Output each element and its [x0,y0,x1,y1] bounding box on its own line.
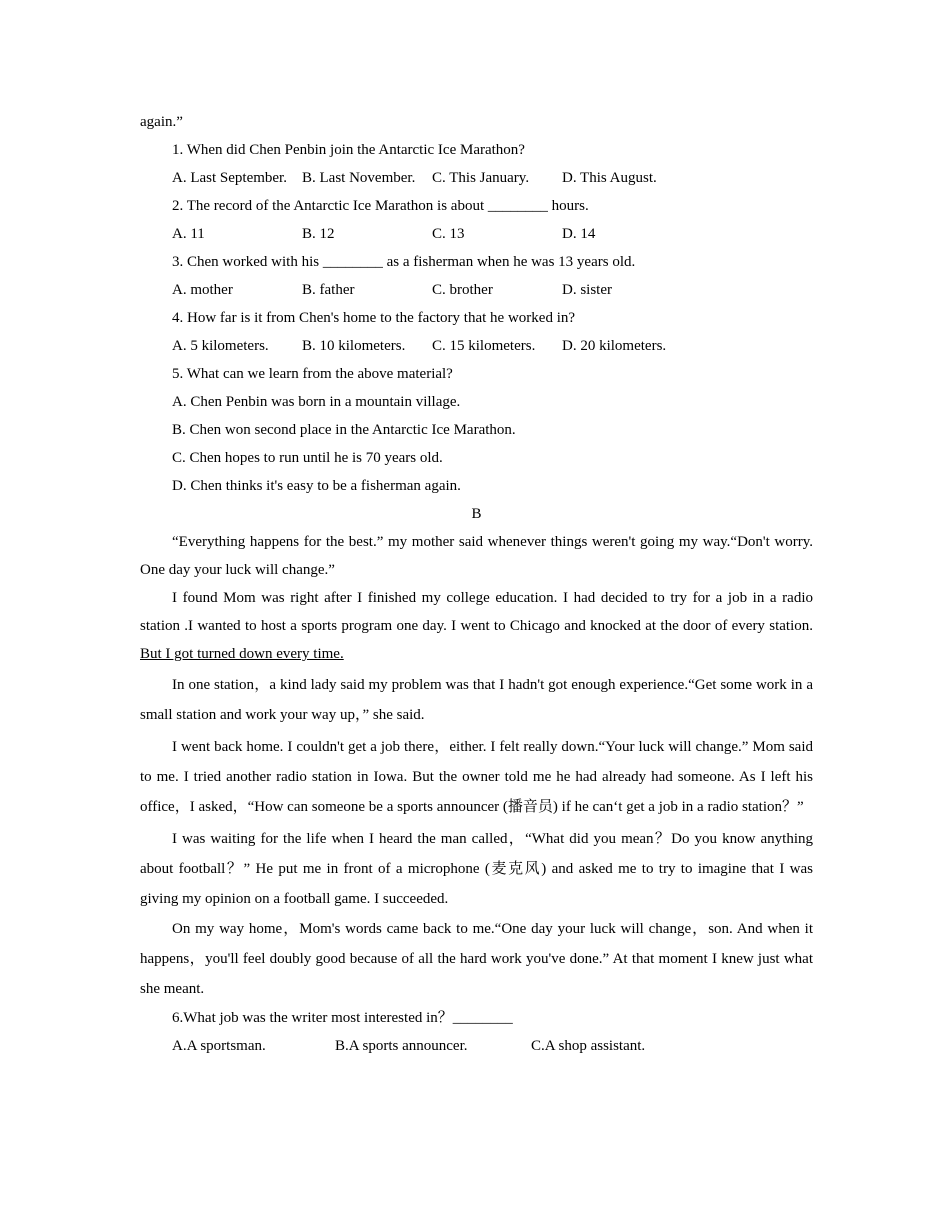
question-5-stem: 5. What can we learn from the above material? [172,366,453,382]
question-1-options [140,164,813,192]
question-5-option-a: A. Chen Penbin was born in a mountain village. [172,394,461,410]
option-c: C. brother [432,282,493,298]
option-a: A. 5 kilometers. [172,338,269,354]
option-a: A. 11 [172,226,205,242]
paragraph-2-text: I found Mom was right after I finished my college education. I had decided to try for a job in a radio station .I wanted to host a sports program one day. I went to Chicago and knocked at the door of every station. [140,590,813,634]
passage-paragraph-1: “Everything happens for the best.” my mother said whenever things weren't going my way.“Don't worry. One day your luck will change.” [140,534,813,578]
passage-paragraph-5: I was waiting for the life when I heard the man called，“What did you mean？Do you know anything about football？” He put me in front of a microphone (麦克风) and asked me to try to imagine that I was giving my opinion on a football game. I succeeded. [140,831,813,907]
option-d: D. 20 kilometers. [562,338,667,354]
option-b: B. 12 [302,226,335,242]
question-6-options [140,1032,813,1060]
option-b: B. father [302,282,355,298]
underlined-sentence: But I got turned down every time. [140,646,344,662]
option-c: C.A shop assistant. [531,1038,646,1054]
option-d: D. sister [562,282,612,298]
option-b: B.A sports announcer. [335,1038,468,1054]
question-5-option-c: C. Chen hopes to run until he is 70 years old. [172,450,443,466]
question-3-options [140,276,813,304]
document-page [140,108,813,1060]
option-a: A. mother [172,282,233,298]
question-4-stem: 4. How far is it from Chen's home to the factory that he worked in? [172,310,576,326]
question-4-options [140,332,813,360]
option-b: B. Last November. [302,170,416,186]
option-a: A. Last September. [172,170,287,186]
option-c: C. 15 kilometers. [432,338,536,354]
question-5-option-b: B. Chen won second place in the Antarctic Ice Marathon. [172,422,516,438]
option-c: C. 13 [432,226,465,242]
question-2-options [140,220,813,248]
passage-paragraph-4: I went back home. I couldn't get a job there，either. I felt really down.“Your luck will change.” Mom said to me. I tried another radio station in Iowa. But the owner told me he had already had someone. As I left his office，I asked，“How can someone be a sports announcer (播音员) if he can‘t get a job in a radio station？” [140,739,813,815]
question-2-stem: 2. The record of the Antarctic Ice Marathon is about ________ hours. [172,198,589,214]
passage-paragraph-3: In one station，a kind lady said my problem was that I hadn't got enough experience.“Get some work in a small station and work your way up，” she said. [140,677,813,723]
passage-paragraph-2 [140,584,813,668]
option-c: C. This January. [432,170,530,186]
section-b-heading: B [471,506,482,522]
question-1-stem: 1. When did Chen Penbin join the Antarctic Ice Marathon? [172,142,525,158]
question-5-option-d: D. Chen thinks it's easy to be a fisherman again. [172,478,461,494]
question-3-stem: 3. Chen worked with his ________ as a fisherman when he was 13 years old. [172,254,636,270]
option-b: B. 10 kilometers. [302,338,406,354]
passage-paragraph-6: On my way home，Mom's words came back to me.“One day your luck will change，son. And when it happens，you'll feel doubly good because of all the hard work you've done.” At that moment I knew just what she meant. [140,921,813,997]
option-a: A.A sportsman. [172,1038,266,1054]
passage-a-tail: again.” [140,114,183,130]
question-6-stem: 6.What job was the writer most interested in？________ [172,1010,513,1026]
option-d: D. 14 [562,226,596,242]
option-d: D. This August. [562,170,657,186]
